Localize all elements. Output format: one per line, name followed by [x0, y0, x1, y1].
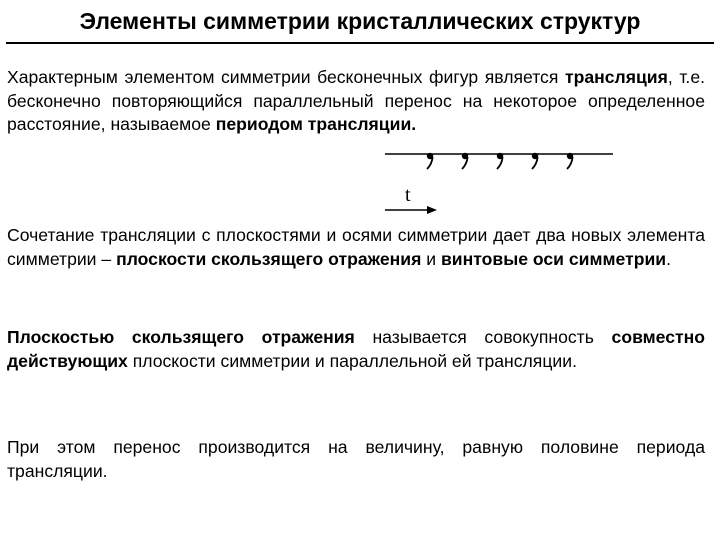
translation-motif: [532, 153, 538, 169]
text: называется совокупность: [354, 327, 612, 347]
text: и: [421, 248, 441, 269]
translation-motif: [497, 153, 503, 169]
text: .: [666, 248, 671, 269]
slide-title: Элементы симметрии кристаллических структур: [79, 8, 641, 34]
translation-motif: [567, 153, 573, 169]
paragraph-translation-definition: [7, 66, 705, 137]
term-glide-plane: Плоскостью скользящего отражения: [7, 327, 355, 347]
motif-group: [427, 153, 573, 169]
term-screw-axes: винтовые оси симметрии: [440, 248, 667, 269]
paragraph-glide-plane-definition: [7, 326, 705, 373]
term-translation-period: периодом трансляции.: [215, 114, 417, 134]
translation-vector-label: t: [405, 184, 411, 206]
translation-diagram: [385, 140, 615, 218]
text: Сочетание трансляции с плоскостями и осями симметрии дает два новых элемента симметрии –: [7, 225, 705, 269]
translation-motif: [427, 153, 433, 169]
translation-motif: [462, 153, 468, 169]
paragraph-combination: [7, 224, 705, 271]
text: , т.е. бесконечно повторяющийся параллельный перенос на некоторое определенное расстояние, называемое: [7, 67, 705, 134]
title-underline: [6, 42, 714, 44]
term-glide-planes: плоскости скользящего отражения: [116, 248, 422, 269]
text: Характерным элементом симметрии бесконечных фигур является: [7, 67, 565, 87]
term-translation: трансляция: [564, 67, 668, 87]
text: При этом перенос производится на величину, равную половине периода трансляции.: [7, 437, 705, 481]
paragraph-half-period: [7, 436, 705, 483]
translation-vector-arrowhead: [427, 206, 437, 214]
term-jointly-acting: совместно действующих: [7, 327, 705, 371]
text: плоскости симметрии и параллельной ей трансляции.: [127, 350, 577, 371]
